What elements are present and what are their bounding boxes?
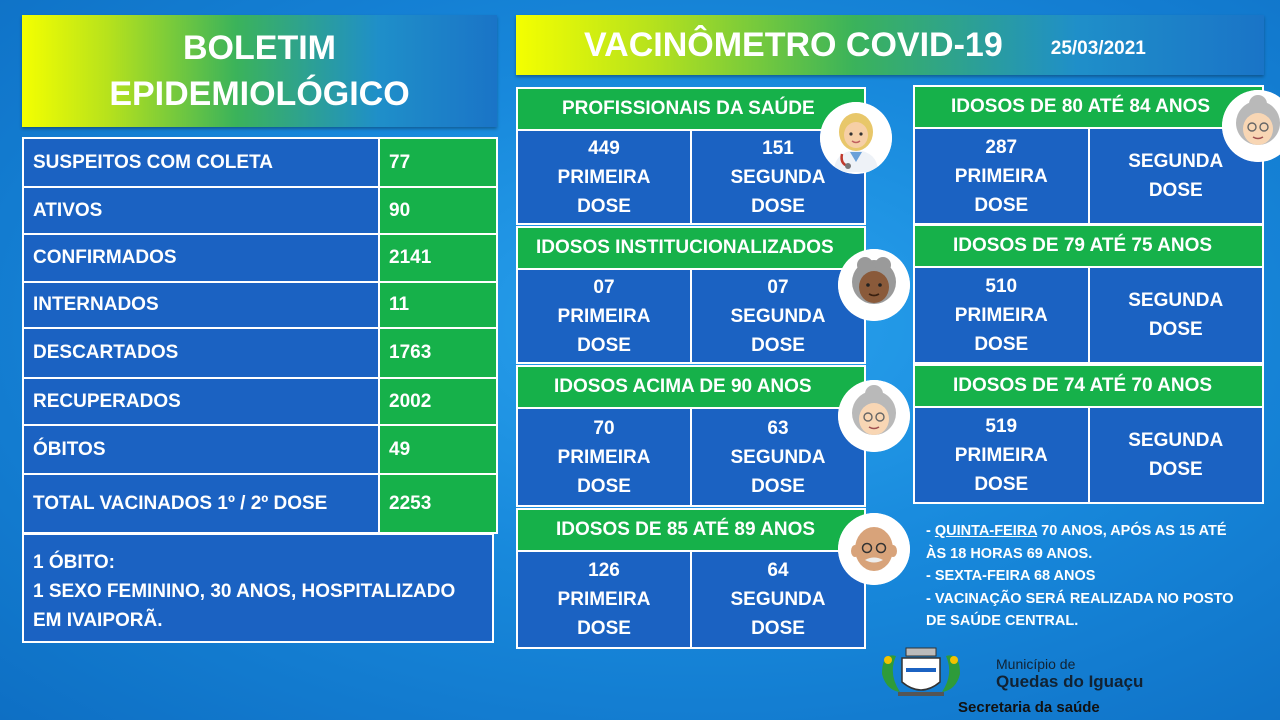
first-dose-count: 519 — [985, 415, 1018, 437]
vacinometro-title: VACINÔMETRO COVID-19 — [584, 25, 1003, 64]
stat-label: DESCARTADOS — [23, 328, 379, 378]
boletim-banner — [22, 15, 497, 127]
second-dose-count: 64 — [767, 560, 789, 581]
cidade-label: Quedas do Iguaçu — [996, 672, 1144, 691]
dose-row — [516, 131, 866, 225]
vacinometro-banner — [516, 15, 1264, 75]
stat-value: 77 — [379, 138, 497, 187]
group-title — [516, 87, 866, 131]
dose-row — [516, 270, 866, 364]
dose-word: DOSE — [1148, 180, 1203, 201]
dose-word: DOSE — [974, 194, 1029, 216]
elderly-woman-dark-icon — [838, 249, 910, 321]
first-dose-cell — [516, 552, 692, 649]
boletim-title-line1: BOLETIM — [183, 29, 336, 67]
stat-value: 49 — [379, 425, 497, 474]
municipality-name — [996, 656, 1143, 690]
second-dose-count: 151 — [762, 137, 794, 159]
elderly-man-icon — [838, 513, 910, 585]
group-title — [516, 226, 866, 270]
second-dose-label: SEGUNDA — [730, 166, 826, 188]
table-row — [23, 378, 497, 425]
stat-value: 11 — [379, 282, 497, 328]
group-idosos-acima-90 — [516, 365, 866, 507]
first-dose-count: 449 — [588, 137, 620, 159]
first-dose-cell — [516, 409, 692, 507]
obito-line1: 1 ÓBITO: — [33, 552, 115, 573]
table-row — [23, 474, 497, 533]
first-dose-label: PRIMEIRA — [954, 165, 1048, 187]
dose-word: DOSE — [577, 195, 631, 217]
second-dose-count: 07 — [767, 276, 789, 298]
first-dose-cell — [516, 131, 692, 225]
dose-word: DOSE — [974, 333, 1029, 355]
stats-table — [22, 137, 498, 534]
group-profissionais-saude — [516, 87, 866, 225]
table-row — [23, 425, 497, 474]
stat-value: 90 — [379, 187, 497, 234]
first-dose-count: 126 — [588, 560, 620, 581]
table-row — [23, 138, 497, 187]
schedule-thursday-detail: 70 ANOS, APÓS AS 15 ATÉ — [1037, 523, 1227, 539]
stat-label: RECUPERADOS — [23, 378, 379, 425]
first-dose-count: 70 — [593, 417, 615, 439]
stat-value: 2002 — [379, 378, 497, 425]
dose-word: DOSE — [751, 195, 805, 217]
elderly-woman-icon — [838, 380, 910, 452]
stat-label: TOTAL VACINADOS 1º / 2º DOSE — [23, 474, 379, 533]
obito-line3: EM IVAIPORÃ. — [33, 610, 163, 631]
second-dose-cell — [692, 552, 866, 649]
group-title — [516, 508, 866, 552]
table-row — [23, 282, 497, 328]
dose-row — [913, 129, 1264, 225]
second-dose-label: SEGUNDA — [730, 589, 826, 610]
municipio-label: Município de — [996, 656, 1076, 672]
first-dose-cell — [913, 268, 1090, 364]
boletim-title-line2: EPIDEMIOLÓGICO — [109, 75, 410, 113]
table-row — [23, 234, 497, 282]
group-idosos-institucionalizados — [516, 226, 866, 364]
stat-label: SUSPEITOS COM COLETA — [23, 138, 379, 187]
group-title — [913, 364, 1264, 408]
first-dose-cell — [913, 129, 1090, 225]
second-dose-label: SEGUNDA — [1128, 290, 1224, 311]
schedule-line-3: - SEXTA-FEIRA 68 ANOS — [926, 568, 1096, 584]
group-title-text: IDOSOS INSTITUCIONALIZADOS — [536, 237, 834, 258]
dose-word: DOSE — [1148, 319, 1203, 340]
group-title-text: PROFISSIONAIS DA SAÚDE — [562, 98, 815, 119]
dose-row — [913, 408, 1264, 504]
second-dose-cell — [1090, 268, 1265, 364]
first-dose-label: PRIMEIRA — [557, 589, 651, 610]
stat-value: 2253 — [379, 474, 497, 533]
second-dose-cell — [1090, 408, 1265, 504]
first-dose-count: 287 — [985, 136, 1018, 158]
dose-row — [913, 268, 1264, 364]
stat-label: CONFIRMADOS — [23, 234, 379, 282]
second-dose-label: SEGUNDA — [730, 446, 826, 468]
vacinometro-date: 25/03/2021 — [1050, 38, 1146, 59]
second-dose-count: 63 — [767, 417, 789, 439]
group-idosos-80-84 — [913, 85, 1264, 225]
dose-row — [516, 552, 866, 649]
first-dose-label: PRIMEIRA — [557, 166, 651, 188]
obito-line2: 1 SEXO FEMININO, 30 ANOS, HOSPITALIZADO — [33, 581, 456, 602]
group-title-text: IDOSOS DE 85 ATÉ 89 ANOS — [556, 519, 816, 540]
schedule-notes — [926, 520, 1266, 633]
second-dose-label: SEGUNDA — [730, 305, 826, 327]
dose-word: DOSE — [751, 334, 805, 356]
dose-word: DOSE — [751, 475, 805, 497]
group-title-text: IDOSOS DE 74 ATÉ 70 ANOS — [953, 375, 1213, 396]
second-dose-label: SEGUNDA — [1128, 430, 1224, 451]
first-dose-count: 510 — [985, 275, 1018, 297]
schedule-line-1 — [926, 520, 1266, 543]
dose-word: DOSE — [577, 618, 631, 639]
bullet-dash: - — [926, 523, 935, 539]
obito-note — [22, 533, 494, 643]
dose-word: DOSE — [751, 618, 805, 639]
group-idosos-85-89 — [516, 508, 866, 649]
dose-word: DOSE — [1148, 459, 1203, 480]
group-title — [913, 224, 1264, 268]
group-title-text: IDOSOS DE 80 ATÉ 84 ANOS — [951, 96, 1211, 117]
schedule-line-5: DE SAÚDE CENTRAL. — [926, 613, 1079, 629]
second-dose-label: SEGUNDA — [1128, 151, 1224, 172]
group-idosos-74-70 — [913, 364, 1264, 504]
stat-value: 1763 — [379, 328, 497, 378]
first-dose-label: PRIMEIRA — [954, 304, 1048, 326]
secretaria-label: Secretaria da saúde — [958, 699, 1100, 716]
schedule-day-thursday: QUINTA-FEIRA — [934, 523, 1038, 539]
health-professional-icon — [820, 102, 892, 174]
schedule-line-2: ÀS 18 HORAS 69 ANOS. — [926, 545, 1093, 562]
first-dose-label: PRIMEIRA — [557, 305, 651, 327]
group-title — [913, 85, 1264, 129]
stat-value: 2141 — [379, 234, 497, 282]
group-title — [516, 365, 866, 409]
first-dose-label: PRIMEIRA — [954, 444, 1048, 466]
first-dose-count: 07 — [593, 276, 615, 298]
dose-word: DOSE — [577, 475, 631, 497]
dose-word: DOSE — [577, 334, 631, 356]
table-row — [23, 187, 497, 234]
stat-label: INTERNADOS — [23, 282, 379, 328]
group-title-text: IDOSOS ACIMA DE 90 ANOS — [554, 376, 812, 397]
dose-row — [516, 409, 866, 507]
stat-label: ATIVOS — [23, 187, 379, 234]
dose-word: DOSE — [974, 473, 1029, 495]
first-dose-label: PRIMEIRA — [557, 446, 651, 468]
group-idosos-79-75 — [913, 224, 1264, 364]
table-row — [23, 328, 497, 378]
group-title-text: IDOSOS DE 79 ATÉ 75 ANOS — [953, 235, 1213, 256]
schedule-line-4: - VACINAÇÃO SERÁ REALIZADA NO POSTO — [926, 590, 1234, 607]
coat-of-arms-icon — [876, 644, 966, 702]
first-dose-cell — [913, 408, 1090, 504]
first-dose-cell — [516, 270, 692, 364]
stat-label: ÓBITOS — [23, 425, 379, 474]
